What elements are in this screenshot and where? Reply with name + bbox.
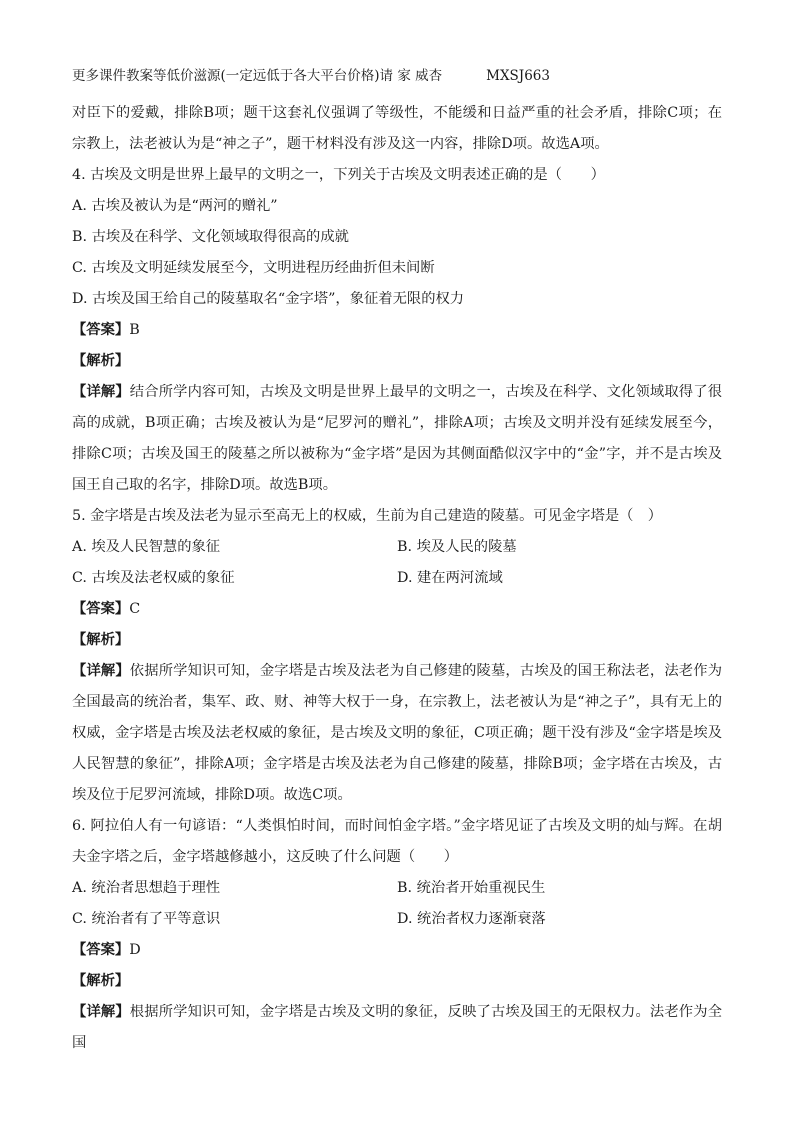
answer-label: 【答案】: [72, 601, 130, 617]
analysis-label: 【解析】: [72, 973, 130, 989]
detail-paragraph: [72, 656, 722, 811]
analysis-label: 【解析】: [72, 353, 130, 369]
page-content: [72, 98, 722, 1059]
options-row: [72, 873, 722, 904]
option-d: D. 古埃及国王给自己的陵墓取名“金字塔”，象征着无限的权力: [72, 291, 465, 307]
answer-value: B: [129, 322, 140, 338]
option-d: D. 建在两河流域: [397, 570, 503, 586]
detail-text: 依据所学知识可知，金字塔是古埃及法老为自己修建的陵墓，古埃及的国王称法老，法老作为全国最高的统治者，集军、政、财、神等大权于一身，在宗教上，法老被认为是“神之子”，具有无上的权威，金字塔是古埃及法老权威的象征，是古埃及文明的象征，C项正确；题干没有涉及“金字塔是埃及人民智慧的象征”，排除A项；金字塔是古埃及法老为自己修建的陵墓，排除B项；金字塔在古埃及，古埃及位于尼罗河流域，排除D项。故选C项。: [72, 663, 723, 803]
option-d: D. 统治者权力逐渐衰落: [397, 911, 546, 927]
detail-label: 【详解】: [72, 384, 130, 400]
option-a: A. 埃及人民智慧的象征: [72, 539, 221, 555]
question-5: [72, 501, 722, 811]
detail-paragraph: [72, 997, 722, 1059]
analysis-label: 【解析】: [72, 632, 130, 648]
answer-line: [72, 935, 722, 966]
answer-value: C: [129, 601, 141, 617]
answer-line: [72, 594, 722, 625]
answer-line: [72, 315, 722, 346]
question-stem: 4. 古埃及文明是世界上最早的文明之一，下列关于古埃及文明表述正确的是（ ）: [72, 167, 605, 183]
header-code: MXSJ663: [486, 68, 550, 84]
option-c: C. 古埃及法老权威的象征: [72, 570, 235, 586]
question-6: [72, 811, 722, 1059]
options-row: [72, 563, 722, 594]
detail-text: 根据所学知识可知，金字塔是古埃及文明的象征，反映了古埃及国王的无限权力。法老作为全国: [72, 1004, 723, 1051]
detail-label: 【详解】: [72, 1004, 130, 1020]
question-4: [72, 160, 722, 501]
detail-text: 结合所学内容可知，古埃及文明是世界上最早的文明之一，古埃及在科学、文化领域取得了很高的成就，B项正确；古埃及被认为是“尼罗河的赠礼”，排除A项；古埃及文明并没有延续发展至今，排除C项；古埃及国王的陵墓之所以被称为“金字塔”是因为其侧面酷似汉字中的“金”字，并不是古埃及国王自己取的名字，排除D项。故选B项。: [72, 384, 723, 493]
option-c: C. 统治者有了平等意识: [72, 911, 221, 927]
answer-label: 【答案】: [72, 322, 130, 338]
detail-paragraph: [72, 377, 722, 501]
option-b: B. 古埃及在科学、文化领域取得很高的成就: [72, 229, 349, 245]
question-stem: 6. 阿拉伯人有一句谚语：“人类惧怕时间，而时间怕金字塔。”金字塔见证了古埃及文明的灿与辉。在胡夫金字塔之后，金字塔越修越小，这反映了什么问题（ ）: [72, 818, 722, 865]
option-b: B. 统治者开始重视民生: [397, 880, 546, 896]
options-row: [72, 904, 722, 935]
option-c: C. 古埃及文明延续发展至今，文明进程历经曲折但未间断: [72, 260, 435, 276]
option-b: B. 埃及人民的陵墓: [397, 539, 517, 555]
answer-label: 【答案】: [72, 942, 130, 958]
detail-label: 【详解】: [72, 663, 130, 679]
page-header: [72, 66, 722, 86]
previous-explanation-tail: 对臣下的爱戴，排除B项；题干这套礼仪强调了等级性，不能缓和日益严重的社会矛盾，排除C项；在宗教上，法老被认为是“神之子”，题干材料没有涉及这一内容，排除D项。故选A项。: [72, 105, 722, 152]
answer-value: D: [129, 942, 141, 958]
option-a: A. 统治者思想趋于理性: [72, 880, 221, 896]
question-stem: 5. 金字塔是古埃及法老为显示至高无上的权威，生前为自己建造的陵墓。可见金字塔是（ ）: [72, 508, 663, 524]
header-text: 更多课件教案等低价滋源(一定远低于各大平台价格)请 家 威杏: [72, 68, 443, 84]
options-row: [72, 532, 722, 563]
option-a: A. 古埃及被认为是“两河的赠礼”: [72, 198, 278, 214]
